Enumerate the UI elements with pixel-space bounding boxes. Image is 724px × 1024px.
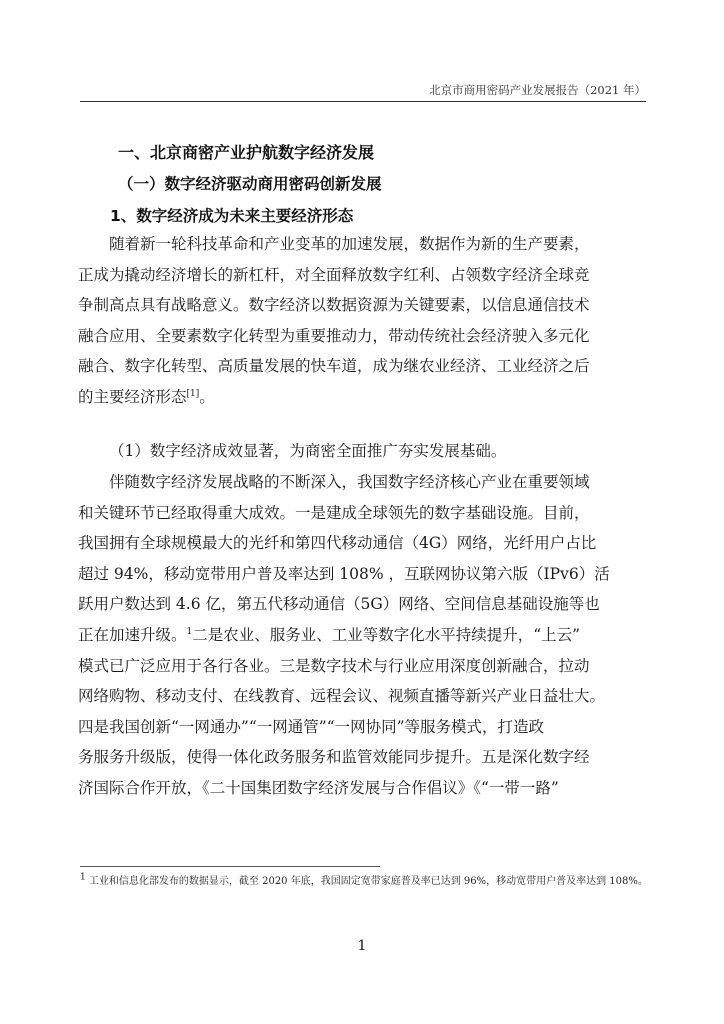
citation-reference[interactable]: [1]: [186, 388, 200, 399]
paragraph-line: 争制高点具有战略意义。数字经济以数据资源为关键要素，以信息通信技术: [78, 296, 590, 315]
paragraph-line-text: 正在加速升级。: [78, 625, 187, 644]
paragraph-line-last: [78, 382, 656, 413]
paragraph-line: 和关键环节已经取得重大成效。一是建成全球领先的数字基础设施。目前，: [78, 503, 590, 522]
paragraph-line-with-footnote: [78, 620, 656, 651]
paragraph-line: 我国拥有全球规模最大的光纤和第四代移动通信（4G）网络，光纤用户占比: [78, 534, 597, 553]
paragraph-line: （1）数字经济成效显著，为商密全面推广夯实发展基础。: [109, 442, 507, 460]
header-divider: [80, 101, 646, 102]
paragraph-line: 跃用户数达到 4.6 亿，第五代移动通信（5G）网络、空间信息基础设施等也: [78, 595, 600, 614]
section-heading-level1: 一、北京商密产业护航数字经济发展: [118, 143, 375, 162]
paragraph-line-text: 的主要经济形态: [78, 387, 187, 406]
paragraph-line: 模式已广泛应用于各行各业。三是数字技术与行业应用深度创新融合，拉动: [78, 656, 590, 675]
footnote: [80, 874, 648, 889]
paragraph-line: 融合、数字化转型、高质量发展的快车道，成为继农业经济、工业经济之后: [78, 357, 590, 376]
paragraph-line: 四是我国创新“一网通办”“一网通管”“一网协同”等服务模式，打造政: [78, 717, 545, 736]
footnote-reference[interactable]: 1: [186, 626, 193, 637]
running-header-title: 北京市商用密码产业发展报告（2021 年）: [429, 83, 646, 97]
paragraph-line: 伴随数字经济发展战略的不断深入，我国数字经济核心产业在重要领域: [109, 473, 590, 491]
footnote-marker: 1: [80, 872, 86, 883]
paragraph-digital-economy: [78, 229, 656, 413]
paragraph-line: 济国际合作开放，《二十国集团数字经济发展与合作倡议》《“一带一路”: [78, 778, 559, 797]
paragraph-line: 随着新一轮科技革命和产业变革的加速发展，数据作为新的生产要素，: [109, 235, 590, 253]
section-heading-level3: 1、数字经济成为未来主要经济形态: [110, 207, 354, 225]
paragraph-line: 网络购物、移动支付、在线教育、远程会议、视频直播等新兴产业日益壮大。: [78, 687, 606, 706]
paragraph-line: 务服务升级版，使得一体化政务服务和监管效能同步提升。五是深化数字经: [78, 748, 590, 767]
paragraph-line: 融合应用、全要素数字化转型为重要推动力，带动传统社会经济驶入多元化: [78, 326, 590, 345]
paragraph-line-text: 二是农业、服务业、工业等数字化水平持续提升，“上云”: [192, 625, 581, 644]
paragraph-achievements: [78, 467, 656, 804]
paragraph-line: 超过 94%，移动宽带用户普及率达到 108% ，互联网协议第六版（IPv6）活: [78, 564, 610, 583]
footnote-divider: [80, 866, 380, 867]
footnote-text: 工业和信息化部发布的数据显示，截至 2020 年底，我国固定宽带家庭普及率已达到 96%，移动宽带用户普及率达到 108%。: [88, 876, 648, 887]
page-number: 1: [357, 938, 367, 954]
paragraph-line: 正成为撬动经济增长的新杠杆，对全面释放数字红利、占领数字经济全球竞: [78, 265, 590, 284]
paragraph-subheading: [78, 436, 656, 467]
paragraph-line-end: 。: [199, 387, 215, 406]
section-heading-level2: （一）数字经济驱动商用密码创新发展: [118, 175, 382, 193]
